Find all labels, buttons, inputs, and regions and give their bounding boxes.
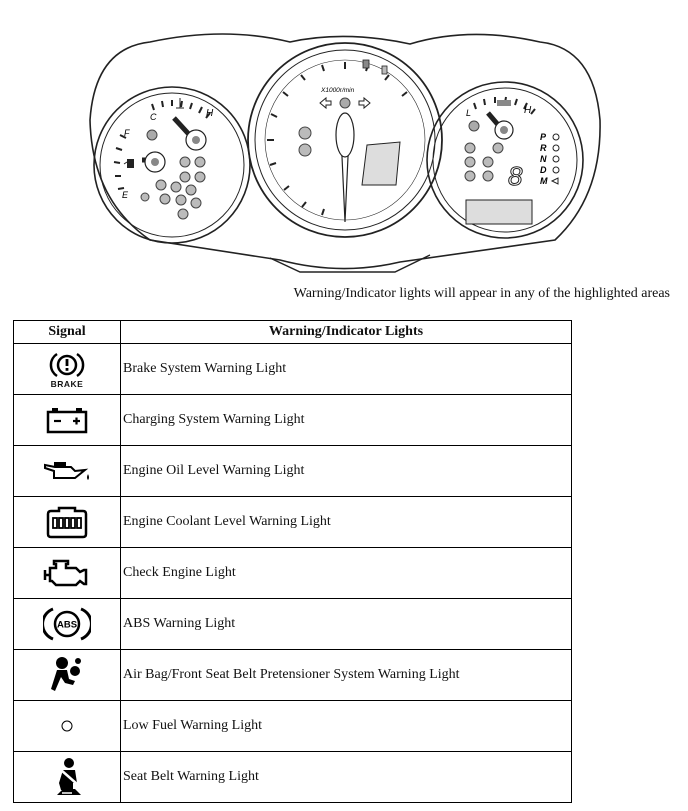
fuel-full-label: F: [124, 128, 130, 138]
right-warning-light-area: [465, 143, 503, 181]
temp-needle: [174, 118, 206, 150]
engine-icon: [42, 558, 92, 588]
table-row: [14, 752, 572, 803]
seat-belt-icon: [47, 757, 87, 797]
table-header-row: [14, 321, 572, 344]
left-gauge: [94, 87, 250, 243]
table-row: [14, 395, 572, 446]
warning-lights-table: [13, 320, 572, 803]
temp-cold-label: C: [150, 112, 157, 122]
signal-cell: [14, 650, 121, 701]
table-row: [14, 701, 572, 752]
signal-cell: [14, 446, 121, 497]
gear-r: R: [540, 143, 547, 153]
gear-p: P: [540, 132, 547, 142]
speed-display-window: [362, 142, 400, 185]
gear-d: D: [540, 165, 547, 175]
tach-unit-label: X1000r/min: [321, 87, 355, 94]
brake-symbol-text: BRAKE: [50, 378, 84, 389]
signal-column-header: Signal: [14, 321, 121, 344]
light-description: Brake System Warning Light: [121, 344, 572, 395]
at-temp-low-label: L: [466, 108, 472, 118]
battery-icon: [45, 405, 89, 435]
fuel-pump-icon: [124, 159, 134, 168]
tach-warning-light-1: [299, 127, 311, 139]
table-row: [14, 548, 572, 599]
airbag-icon: [45, 655, 89, 695]
gear-n: N: [540, 154, 547, 164]
signal-cell: [14, 599, 121, 650]
light-description: ABS Warning Light: [121, 599, 572, 650]
gear-selector-indicator: [540, 132, 559, 186]
brake-warning-icon: [47, 350, 87, 380]
light-description: Air Bag/Front Seat Belt Pretensioner System Warning Light: [121, 650, 572, 701]
at-temp-icon: [497, 100, 511, 106]
coolant-temp-icon: [176, 98, 184, 108]
at-temp-high-label: H: [524, 105, 532, 116]
abs-symbol-text: ABS: [56, 619, 78, 631]
fuel-empty-label: E: [122, 190, 129, 200]
tach-warning-light-2: [299, 144, 311, 156]
at-temp-needle: [488, 113, 513, 139]
light-description: Charging System Warning Light: [121, 395, 572, 446]
low-fuel-icon: [59, 718, 75, 734]
light-description: Check Engine Light: [121, 548, 572, 599]
temp-hot-label: H: [206, 108, 214, 119]
odometer-display-window: [466, 200, 532, 224]
light-description: Seat Belt Warning Light: [121, 752, 572, 803]
gear-m: M: [540, 176, 548, 186]
gear-digit-display: 8: [508, 161, 523, 191]
signal-cell: [14, 701, 121, 752]
lights-column-header: Warning/Indicator Lights: [121, 321, 572, 344]
cluster-caption: Warning/Indicator lights will appear in any of the highlighted areas: [293, 286, 670, 301]
light-description: Engine Coolant Level Warning Light: [121, 497, 572, 548]
right-gauge: [427, 82, 583, 238]
oil-can-icon: [41, 458, 93, 484]
signal-cell: [14, 548, 121, 599]
center-indicator-light: [340, 98, 350, 108]
abs-icon: [43, 606, 91, 642]
instrument-cluster-illustration: [0, 0, 688, 285]
table-row: [14, 344, 572, 395]
table-row: [14, 599, 572, 650]
table-row: [14, 497, 572, 548]
table-row: [14, 446, 572, 497]
light-description: Low Fuel Warning Light: [121, 701, 572, 752]
fuel-needle: [142, 152, 165, 172]
right-top-indicator: [469, 121, 479, 131]
signal-cell: [14, 752, 121, 803]
signal-cell: [14, 497, 121, 548]
coolant-reservoir-icon: [45, 505, 89, 539]
signal-cell: [14, 395, 121, 446]
signal-cell: [14, 344, 121, 395]
tachometer: [248, 43, 442, 237]
table-row: [14, 650, 572, 701]
light-description: Engine Oil Level Warning Light: [121, 446, 572, 497]
